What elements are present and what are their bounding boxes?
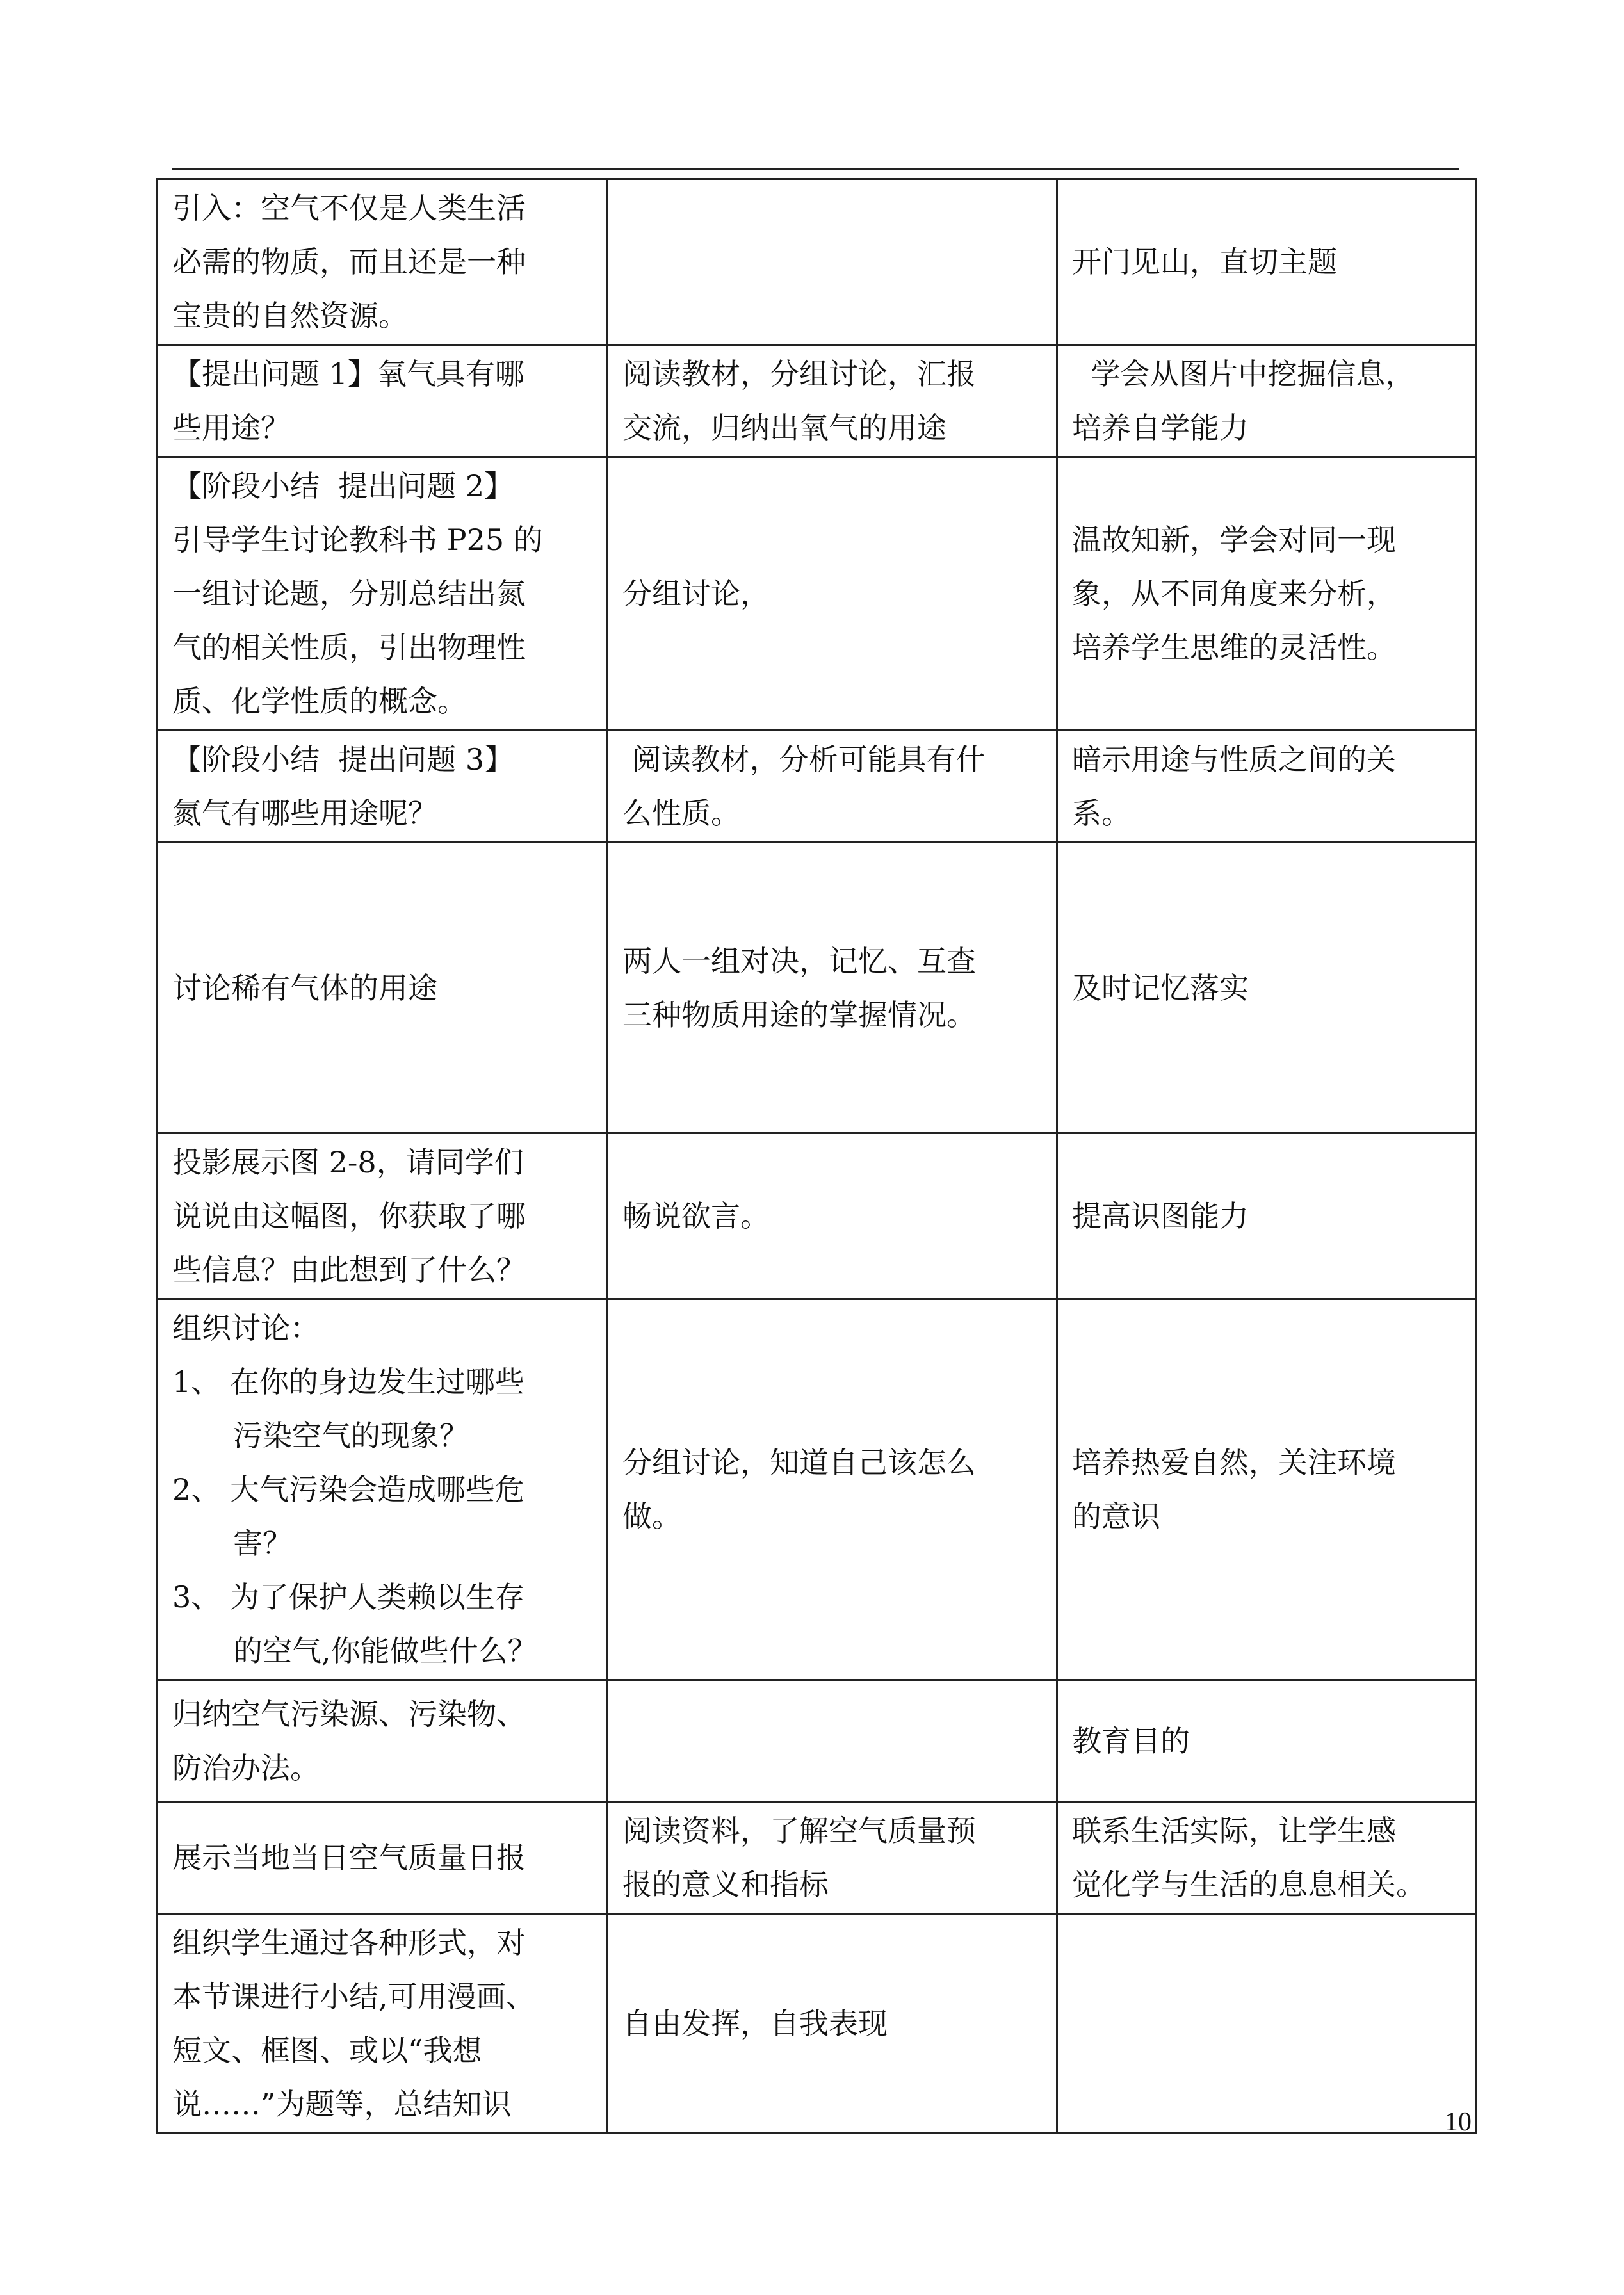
text-line: 么性质。 [622,796,740,831]
text-line: 温故知新，学会对同一现 [1072,523,1396,557]
purpose-cell [1057,1680,1477,1802]
text-line: 【阶段小结 提出问题 3】 [172,742,514,777]
cell-text [622,934,1046,1042]
purpose-cell [1057,1133,1477,1299]
purpose-cell [1057,731,1477,843]
activity-cell [158,179,608,345]
cell-text [1072,513,1465,674]
student-cell [608,843,1057,1133]
activity-cell [158,1299,608,1680]
activity-cell [158,345,608,457]
text-line: 开门见山，直切主题 [1072,245,1337,279]
table-row [158,1680,1477,1802]
student-cell [608,345,1057,457]
discussion-heading: 组织讨论： [172,1311,320,1345]
text-line: 些用途？ [172,410,290,445]
text-line: 组织学生通过各种形式，对 [172,1926,526,1960]
text-line: 交流，归纳出氧气的用途 [622,410,946,445]
text-line: 提高识图能力 [1072,1199,1249,1233]
purpose-cell [1057,1802,1477,1914]
table-row [158,731,1477,843]
student-cell [608,1680,1057,1802]
cell-text [172,961,596,1015]
text-line: 培养学生思维的灵活性。 [1072,630,1396,665]
lesson-plan-table [156,178,1477,2134]
table-row [158,345,1477,457]
purpose-cell [1057,1299,1477,1680]
text-line: 联系生活实际，让学生感 [1072,1813,1396,1848]
text-line: 培养自学能力 [1072,410,1249,445]
cell-text [172,1301,596,1678]
purpose-cell [1057,345,1477,457]
text-line: 引入：空气不仅是人类生活 [172,191,526,225]
cell-text [1072,1189,1465,1243]
text-line: 三种物质用途的掌握情况。 [622,997,976,1032]
cell-text [1072,235,1465,289]
text-line: 阅读教材，分组讨论，汇报 [622,357,976,391]
text-line: 觉化学与生活的息息相关。 [1072,1867,1425,1902]
cell-text [172,1916,596,2131]
cell-text [622,1997,1046,2050]
text-line: 畅说欲言。 [622,1199,770,1233]
text-line: 报的意义和指标 [622,1867,829,1902]
activity-cell [158,1914,608,2134]
text-line: 教育目的 [1072,1723,1190,1758]
cell-text [622,1804,1046,1911]
cell-text [1072,733,1465,840]
activity-cell [158,1680,608,1802]
text-line: 做。 [622,1499,681,1534]
cell-text [1072,1714,1465,1768]
text-line: 说……”为题等，总结知识 [172,2087,512,2121]
text-line: 分组讨论，知道自己该怎么 [622,1445,976,1480]
discussion-question-continued: 污染空气的现象？ [233,1418,469,1453]
discussion-question: 1、 在你的身边发生过哪些 [172,1365,524,1399]
text-line: 引导学生讨论教科书 P25 的 [172,523,543,557]
text-line: 防治办法。 [172,1750,320,1785]
text-line: 阅读资料，了解空气质量预 [622,1813,976,1848]
student-cell [608,179,1057,345]
cell-text [172,1687,596,1795]
cell-text [172,181,596,343]
text-line: 【提出问题 1】氧气具有哪 [172,357,524,391]
text-line: 质、化学性质的概念。 [172,684,467,718]
text-line: 系。 [1072,796,1131,831]
cell-text [172,1135,596,1297]
text-line: 【阶段小结 提出问题 2】 [172,469,514,503]
cell-text [172,733,596,840]
student-cell [608,731,1057,843]
activity-cell [158,1133,608,1299]
discussion-question-continued: 的空气,你能做些什么？ [233,1634,537,1668]
cell-text [622,1436,1046,1543]
student-cell [608,457,1057,731]
text-line: 分组讨论， [622,576,770,611]
text-line: 两人一组对决，记忆、互查 [622,943,976,978]
page-number: 10 [1445,2107,1472,2137]
text-line: 培养热爱自然，关注环境 [1072,1445,1396,1480]
cell-text [622,567,1046,620]
table-row [158,1133,1477,1299]
text-line: 氮气有哪些用途呢？ [172,796,437,831]
text-line: 归纳空气污染源、污染物、 [172,1696,526,1731]
student-cell [608,1133,1057,1299]
activity-cell [158,843,608,1133]
text-line: 投影展示图 2-8，请同学们 [172,1145,524,1180]
table-row [158,843,1477,1133]
discussion-question-continued: 害？ [233,1526,292,1561]
discussion-question: 2、 大气污染会造成哪些危 [172,1472,524,1507]
purpose-cell [1057,1914,1477,2134]
text-line: 学会从图片中挖掘信息， [1072,357,1415,391]
text-line: 及时记忆落实 [1072,970,1249,1005]
cell-text [172,459,596,728]
text-line: 讨论稀有气体的用途 [172,970,437,1005]
cell-text [172,1831,596,1885]
cell-text [172,347,596,455]
cell-text [622,1189,1046,1243]
text-line: 些信息？由此想到了什么？ [172,1253,526,1287]
text-line: 短文、框图、或以“我想 [172,2033,482,2068]
purpose-cell [1057,457,1477,731]
cell-text [1072,347,1465,455]
cell-text [622,347,1046,455]
activity-cell [158,1802,608,1914]
purpose-cell [1057,843,1477,1133]
text-line: 自由发挥，自我表现 [622,2006,888,2041]
activity-cell [158,731,608,843]
text-line: 气的相关性质，引出物理性 [172,630,526,665]
cell-text [1072,1804,1465,1911]
purpose-cell [1057,179,1477,345]
text-line: 必需的物质，而且还是一种 [172,245,526,279]
discussion-question: 3、 为了保护人类赖以生存 [172,1580,524,1614]
text-line: 暗示用途与性质之间的关 [1072,742,1396,777]
text-line: 展示当地当日空气质量日报 [172,1840,526,1875]
student-cell [608,1914,1057,2134]
text-line: 说说由这幅图，你获取了哪 [172,1199,526,1233]
text-line: 阅读教材，分析可能具有什 [622,742,986,777]
activity-cell [158,457,608,731]
text-line: 一组讨论题，分别总结出氮 [172,576,526,611]
text-line: 宝贵的自然资源。 [172,298,408,333]
student-cell [608,1299,1057,1680]
text-line: 本节课进行小结,可用漫画、 [172,1979,535,2014]
table-row [158,179,1477,345]
table-row [158,1802,1477,1914]
lesson-plan-body [158,179,1477,2134]
student-cell [608,1802,1057,1914]
cell-text [1072,1436,1465,1543]
table-row [158,1914,1477,2134]
table-row [158,457,1477,731]
cell-text [622,733,1046,840]
text-line: 象，从不同角度来分析， [1072,576,1396,611]
table-row [158,1299,1477,1680]
cell-text [1072,961,1465,1015]
header-rule [172,168,1459,170]
text-line: 的意识 [1072,1499,1160,1534]
